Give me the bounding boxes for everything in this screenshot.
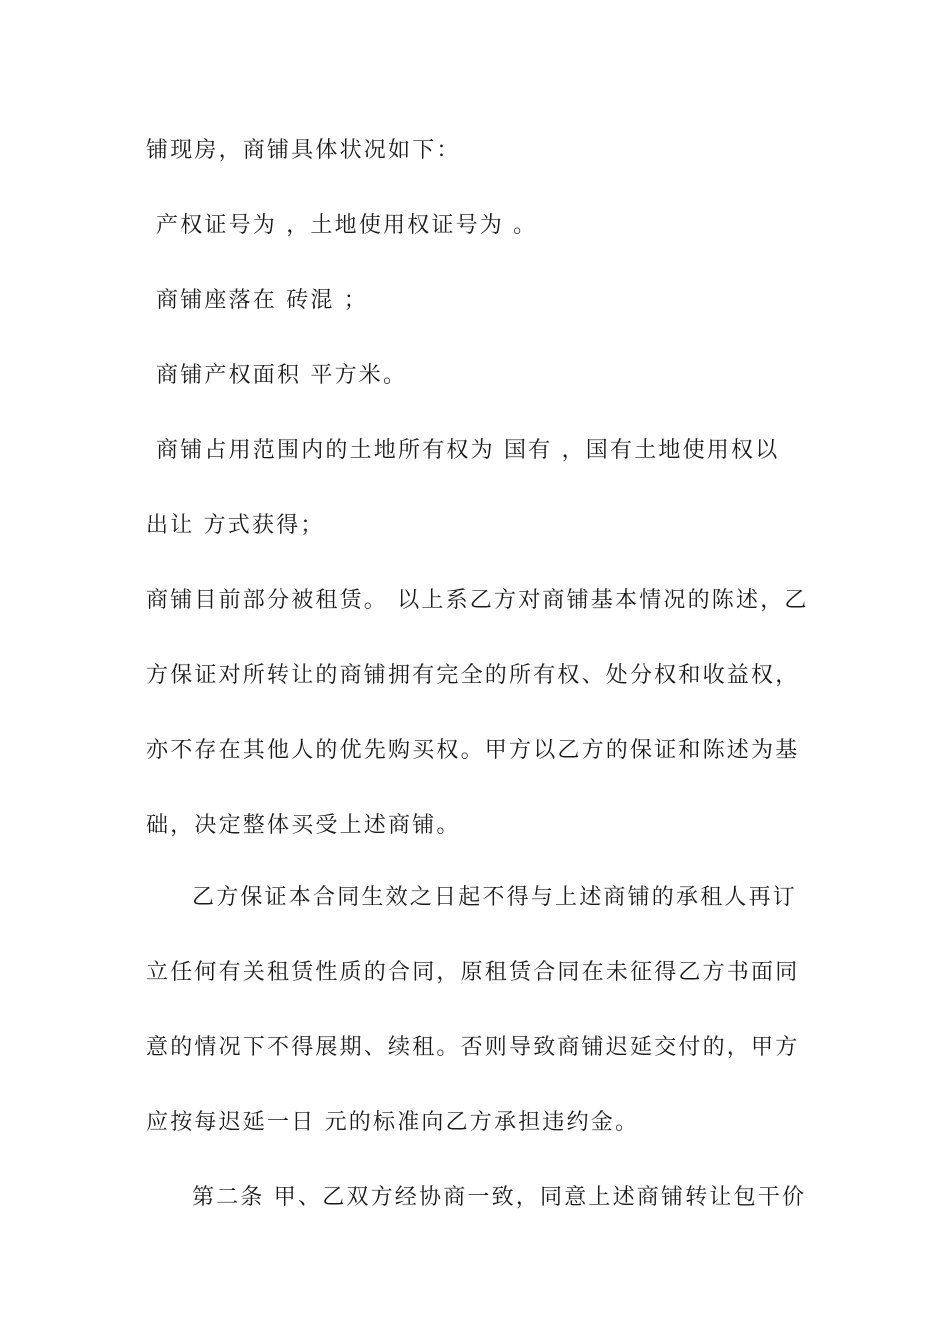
text-line-14: 应按每迟延一日 元的标准向乙方承担违约金。 <box>146 1110 640 1135</box>
text-line-3: 商铺座落在 砖混 ； <box>156 288 368 313</box>
text-line-9: 亦不存在其他人的优先购买权。甲方以乙方的保证和陈述为基 <box>146 738 800 763</box>
text-line-10: 础，决定整体买受上述商铺。 <box>146 813 461 838</box>
text-line-13: 意的情况下不得展期、续租。否则导致商铺迟延交付的，甲方 <box>146 1035 800 1060</box>
text-line-1: 铺现房，商铺具体状况如下： <box>146 138 461 163</box>
text-line-12: 立任何有关租赁性质的合同，原租赁合同在未征得乙方书面同 <box>146 960 800 985</box>
text-line-6: 出让 方式获得； <box>146 513 325 538</box>
text-line-4: 商铺产权面积 平方米。 <box>156 363 408 388</box>
text-line-8: 方保证对所转让的商铺拥有完全的所有权、处分权和收益权， <box>146 663 800 688</box>
text-line-15: 第二条 甲、乙双方经协商一致，同意上述商铺转让包干价 <box>192 1185 807 1210</box>
text-line-11: 乙方保证本合同生效之日起不得与上述商铺的承租人再订 <box>192 885 798 910</box>
text-line-2: 产权证号为 ，土地使用权证号为 。 <box>156 213 538 238</box>
text-line-5: 商铺占用范围内的土地所有权为 国有 ，国有土地使用权以 <box>156 438 780 463</box>
text-line-7: 商铺目前部分被租赁。 以上系乙方对商铺基本情况的陈述，乙 <box>146 588 809 613</box>
